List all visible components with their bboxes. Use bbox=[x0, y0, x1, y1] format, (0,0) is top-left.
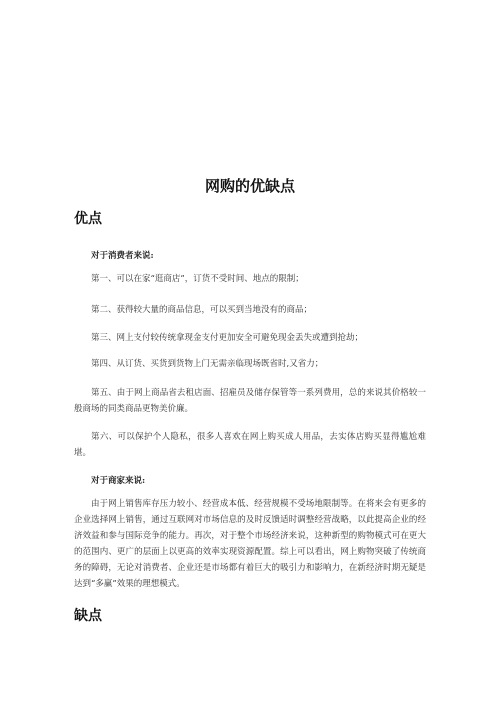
consumer-point-3: 第三、网上支付较传统拿现金支付更加安全可避免现金丢失或遭到抢劫； bbox=[91, 333, 364, 343]
consumer-point-1: 第一、可以在家“逛商店”，订货不受时间、地点的限制； bbox=[91, 274, 304, 284]
page-title: 网购的优缺点 bbox=[204, 177, 295, 195]
heading-cons: 缺点 bbox=[74, 608, 102, 624]
merchant-heading: 对于商家来说: bbox=[91, 476, 146, 486]
consumer-heading: 对于消费者来说: bbox=[91, 251, 154, 261]
consumer-point-4: 第四、从订货、买货到货物上门无需亲临现场既省时,又省力； bbox=[91, 359, 324, 369]
consumer-point-6: 第六、可以保护个人隐私，很多人喜欢在网上购买成人用品，去实体店购买显得尴尬难堪。 bbox=[74, 432, 426, 458]
heading-pros: 优点 bbox=[74, 211, 102, 227]
consumer-point-2: 第二、获得较大量的商品信息，可以买到当地没有的商品； bbox=[91, 305, 313, 315]
consumer-point-5: 第五、由于网上商品省去租店面、招雇员及储存保管等一系列费用，总的来说其价格较一般商场的同类商品更物美价廉。 bbox=[74, 388, 426, 414]
merchant-paragraph: 由于网上销售库存压力较小、经营成本低、经营规模不受场地限制等。在将来会有更多的企业选择网上销售，通过互联网对市场信息的及时反馈适时调整经营战略，以此提高企业的经济效益和参与国际竞争的能力。再次，对于整个市场经济来说，这种新型的购物模式可在更大的范围内、更广的层面上以更高的效率实现资源配置。综上可以看出，网上购物突破了传统商务的障碍，无论对消费者、企业还是市场都有着巨大的吸引力和影响力，在新经济时期无疑是达到“多赢”效果的理想模式。 bbox=[74, 499, 426, 589]
